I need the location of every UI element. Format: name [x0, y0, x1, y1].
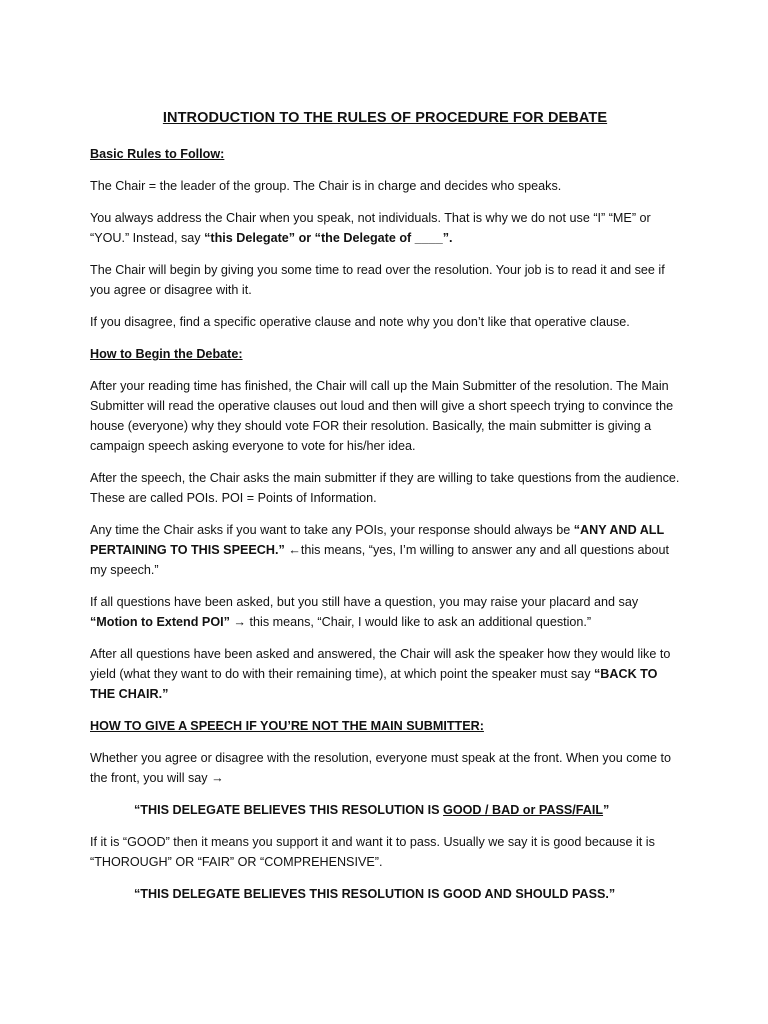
quote-delegate-believes	[90, 800, 680, 820]
paragraph-chair-definition: The Chair = the leader of the group. The Chair is in charge and decides who speaks.	[90, 179, 562, 193]
paragraph-main-submitter: After your reading time has finished, the Chair will call up the Main Submitter of the resolution. The Main Submitter will read the operative clauses out loud and then will give a short speech trying to convince the house (everyone) why they should vote FOR their resolution. Basically, the main submitter is giving a campaign speech asking everyone to vote for his/her idea.	[90, 379, 674, 453]
quote-good-should-pass: “THIS DELEGATE BELIEVES THIS RESOLUTION IS GOOD AND SHOULD PASS.”	[134, 887, 616, 901]
paragraph-extend-poi	[90, 592, 680, 632]
text-span: After all questions have been asked and answered, the Chair will ask the speaker how they would like to yield (what they want to do with their remaining time), at which point the speaker must say	[90, 647, 671, 681]
bold-span: “Motion to Extend POI”	[90, 615, 230, 629]
paragraph-address-chair	[90, 208, 680, 248]
bold-span: “ANY AND ALL PERTAINING TO THIS SPEECH.”	[90, 523, 664, 557]
paragraph-good-meaning: If it is “GOOD” then it means you support it and want it to pass. Usually we say it is good because it is “THOROUGH” OR “FAIR” OR “COMPREHENSIVE”.	[90, 835, 655, 869]
text-span: “THIS DELEGATE BELIEVES THIS RESOLUTION IS	[134, 803, 444, 817]
text-span: → this means, “Chair, I would like to ask an additional question.”	[229, 615, 592, 629]
paragraph-any-and-all	[90, 520, 680, 580]
heading-give-speech: HOW TO GIVE A SPEECH IF YOU’RE NOT THE MAIN SUBMITTER:	[90, 719, 484, 733]
bold-span: “BACK TO THE CHAIR.”	[90, 667, 658, 701]
paragraph-pois: After the speech, the Chair asks the main submitter if they are willing to take questions from the audience. These are called POIs. POI = Points of Information.	[90, 471, 680, 505]
text-span: If all questions have been asked, but you still have a question, you may raise your placard and say	[90, 595, 639, 609]
document-title: INTRODUCTION TO THE RULES OF PROCEDURE FOR DEBATE	[162, 110, 608, 126]
paragraph-reading-time: The Chair will begin by giving you some time to read over the resolution. Your job is to read it and see if you agree or disagree with it.	[90, 263, 665, 297]
paragraph-speak-front: Whether you agree or disagree with the resolution, everyone must speak at the front. When you come to the front, you will say →	[90, 751, 672, 785]
text-span: You always address the Chair when you speak, not individuals. That is why we do not use “I” “ME” or “YOU.” Instead, say	[90, 211, 651, 245]
heading-basic-rules: Basic Rules to Follow:	[90, 147, 225, 161]
underlined-span: GOOD / BAD or PASS/FAIL	[443, 803, 604, 817]
bold-span: “this Delegate” or “the Delegate of ____”.	[204, 231, 453, 245]
text-span: ”	[603, 803, 610, 817]
heading-begin-debate: How to Begin the Debate:	[90, 347, 243, 361]
text-span: ←this means, “yes, I’m willing to answer any and all questions about my speech.”	[90, 543, 670, 577]
paragraph-disagree: If you disagree, find a specific operative clause and note why you don’t like that operative clause.	[90, 315, 630, 329]
text-span: Any time the Chair asks if you want to take any POIs, your response should always be	[90, 523, 574, 537]
paragraph-yield	[90, 644, 680, 704]
